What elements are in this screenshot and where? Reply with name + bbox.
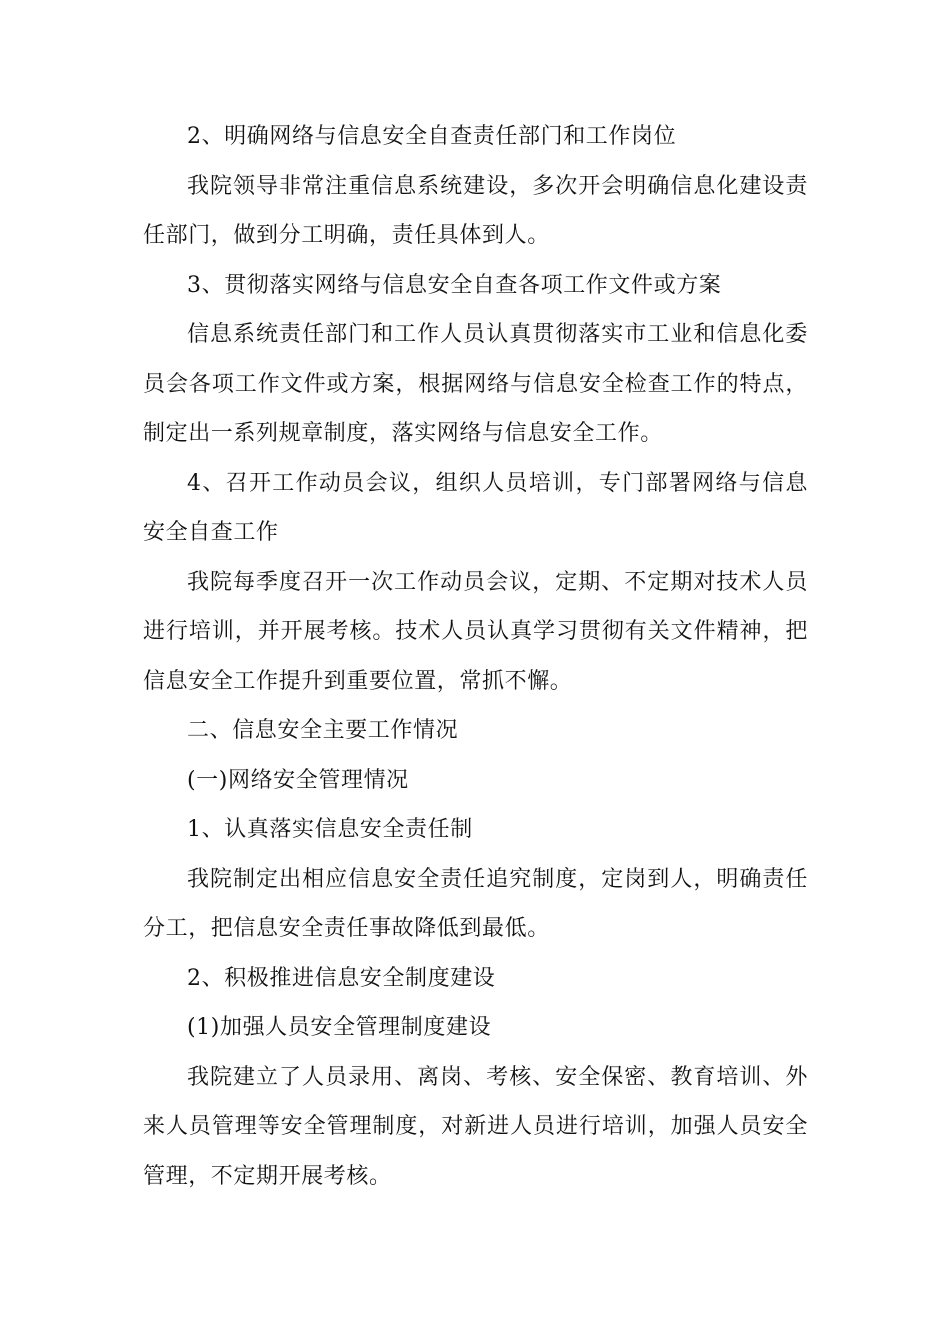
subsection-heading-network-management: (一)网络安全管理情况 <box>187 767 409 793</box>
heading-implement-documents: 3、贯彻落实网络与信息安全自查各项工作文件或方案 <box>187 272 722 298</box>
document-body <box>143 112 808 1201</box>
heading-mobilization-meeting: 4、召开工作动员会议，组织人员培训，专门部署网络与信息安全自查工作 <box>143 470 808 545</box>
paragraph-personnel-management: 我院建立了人员录用、离岗、考核、安全保密、教育培训、外来人员管理等安全管理制度，对新进人员进行培训，加强人员安全管理，不定期开展考核。 <box>143 1064 808 1189</box>
heading-system-construction: 2、积极推进信息安全制度建设 <box>187 965 496 991</box>
paragraph-implement-documents: 信息系统责任部门和工作人员认真贯彻落实市工业和信息化委员会各项工作文件或方案，根据网络与信息安全检查工作的特点，制定出一系列规章制度，落实网络与信息安全工作。 <box>143 322 808 446</box>
heading-personnel-management: (1)加强人员安全管理制度建设 <box>187 1015 492 1040</box>
paragraph-mobilization-meeting: 我院每季度召开一次工作动员会议，定期、不定期对技术人员进行培训，并开展考核。技术人员认真学习贯彻有关文件精神，把信息安全工作提升到重要位置，常抓不懈。 <box>143 569 808 694</box>
paragraph-responsibility-system: 我院制定出相应信息安全责任追究制度，定岗到人，明确责任分工，把信息安全责任事故降低到最低。 <box>143 866 808 941</box>
heading-responsibility-department: 2、明确网络与信息安全自查责任部门和工作岗位 <box>187 124 677 149</box>
heading-responsibility-system: 1、认真落实信息安全责任制 <box>187 817 473 842</box>
section-heading-main-work: 二、信息安全主要工作情况 <box>187 718 459 743</box>
paragraph-leadership: 我院领导非常注重信息系统建设，多次开会明确信息化建设责任部门，做到分工明确，责任具体到人。 <box>143 173 808 248</box>
